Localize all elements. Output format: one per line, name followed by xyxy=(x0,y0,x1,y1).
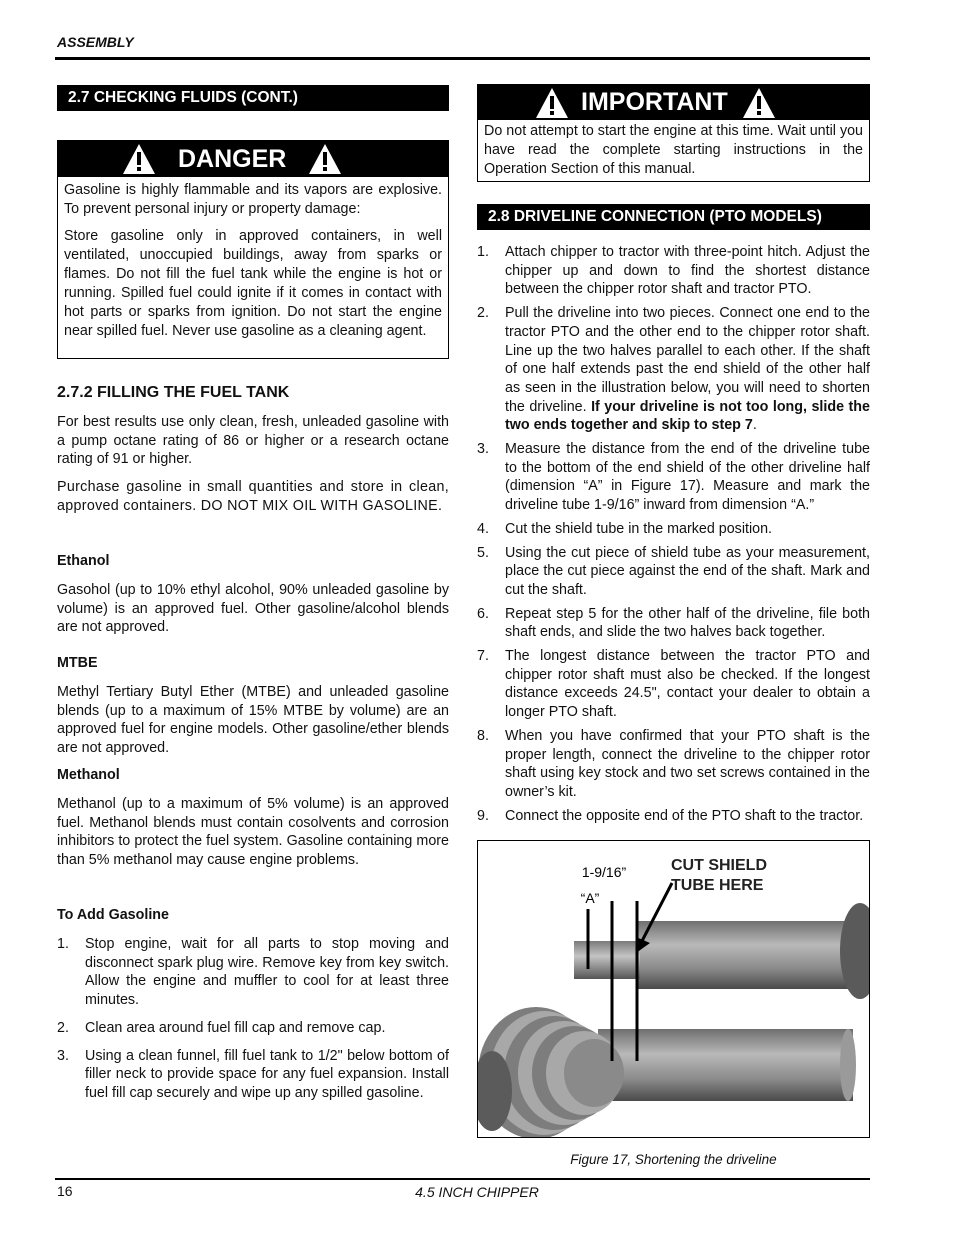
add-gasoline-steps xyxy=(57,935,449,1103)
list-item: 6. Repeat step 5 for the other half of the driveline, file both shaft ends, and slide the two halves back together. xyxy=(477,605,870,641)
important-header xyxy=(478,85,869,120)
upper-shaft xyxy=(574,941,640,979)
ethanol-heading: Ethanol xyxy=(57,553,110,569)
important-box xyxy=(477,84,870,182)
list-item: 9. Connect the opposite end of the PTO shaft to the tractor. xyxy=(477,807,864,824)
mtbe-paragraph: Methyl Tertiary Butyl Ether (MTBE) and unleaded gasoline blends (up to a maximum of 15% MTBE by volume) are an approved fuel for engine models. Other gasoline/ether blends are not approved. xyxy=(57,684,449,757)
filling-paragraph-2: Purchase gasoline in small quantities and store in clean, approved containers. DO NOT MIX OIL WITH GASOLINE. xyxy=(57,479,449,514)
add-gasoline-heading: To Add Gasoline xyxy=(57,907,169,923)
section-2-8-title: 2.8 DRIVELINE CONNECTION (PTO MODELS) xyxy=(477,204,870,230)
label-a: “A” xyxy=(580,890,600,906)
warning-triangle-icon xyxy=(742,87,776,119)
driveline-illustration xyxy=(478,841,870,1138)
page-number: 16 xyxy=(57,1183,73,1199)
mtbe-heading: MTBE xyxy=(57,655,98,671)
danger-title: DANGER xyxy=(178,144,287,173)
driveline-steps xyxy=(477,243,870,825)
danger-box xyxy=(57,140,449,359)
filling-paragraph-1: For best results use only clean, fresh, unleaded gasoline with a pump octane rating of 86 or higher or a research octane rating of 91 or higher. xyxy=(57,414,449,468)
methanol-heading: Methanol xyxy=(57,767,120,783)
figure-17-driveline-photo xyxy=(477,840,870,1138)
danger-header xyxy=(58,141,448,177)
list-item: 5. Using the cut piece of shield tube as your measurement, place the cut piece against the end of the shaft. Mark and cut the shaft. xyxy=(477,544,870,598)
list-item: 2. Pull the driveline into two pieces. Connect one end to the tractor PTO and the other end to the chipper rotor shaft. Line up the two halves parallel to each other. If the shaft of one half extends past the end shield of the other half as seen in the illustration below, you will need to shorten the driveline. If your driveline is not too long, slide the two ends together and skip to step 7. xyxy=(477,305,870,434)
list-item: 7. The longest distance between the tractor PTO and chipper rotor shaft must also be checked. If the longest distance exceeds 24.5", contact your dealer to obtain a longer PTO shaft. xyxy=(477,648,870,721)
figure-caption: Figure 17, Shortening the driveline xyxy=(570,1152,777,1167)
ethanol-paragraph: Gasohol (up to 10% ethyl alcohol, 90% unleaded gasoline by volume) is an approved fuel. Other gasoline/alcohol blends are not approved. xyxy=(57,582,449,636)
header-rule xyxy=(55,57,870,60)
running-header: ASSEMBLY xyxy=(57,34,134,50)
warning-triangle-icon xyxy=(122,143,156,175)
list-item: 2. Clean area around fuel fill cap and remove cap. xyxy=(57,1019,386,1036)
danger-text-1: Gasoline is highly flammable and its vapors are explosive. To prevent personal injury or property damage: xyxy=(64,182,442,217)
important-text: Do not attempt to start the engine at this time. Wait until you have read the complete starting instructions in the Operation Section of this manual. xyxy=(484,123,863,177)
list-item: 4. Cut the shield tube in the marked position. xyxy=(477,520,773,537)
danger-text-2: Store gasoline only in approved containers, in well ventilated, unoccupied buildings, away from sparks or flames. Do not fill the fuel tank while the engine is hot or running. Spilled fuel could ignite if it comes in contact with hot parts or sparks from ignition. Do not start the engine near spilled fuel. Never use gasoline as a cleaning agent. xyxy=(64,228,442,339)
list-item: 3. Measure the distance from the end of the driveline tube to the bottom of the end shield of the other driveline half (dimension “A” in Figure 17). Measure and mark the driveline tube 1-9/16” inward from dimension “A.” xyxy=(477,441,870,514)
warning-triangle-icon xyxy=(308,143,342,175)
section-2-7-title: 2.7 CHECKING FLUIDS (CONT.) xyxy=(57,85,449,111)
methanol-paragraph: Methanol (up to a maximum of 5% volume) is an approved fuel. Methanol blends must contain cosolvents and corrosion inhibitors to protect the fuel system. Gasoline containing more than 5% methanol may cause engine problems. xyxy=(57,796,449,869)
label-cut-shield-2: TUBE HERE xyxy=(671,877,764,894)
label-dimension: 1-9/16” xyxy=(581,864,627,880)
list-item: 8. When you have confirmed that your PTO shaft is the proper length, connect the driveline to the chipper rotor shaft using key stock and two set screws contained in the owner’s kit. xyxy=(477,727,870,800)
label-cut-shield-1: CUT SHIELD xyxy=(671,857,767,874)
footer-rule xyxy=(55,1178,870,1180)
bellows-boot xyxy=(478,1007,624,1138)
list-item: 3. Using a clean funnel, fill fuel tank to 1/2" below bottom of filler neck to provide space for any fuel expansion. Install fuel fill cap securely and wipe up any spilled gasoline. xyxy=(57,1047,449,1101)
upper-shield-tube xyxy=(638,921,870,989)
important-title: IMPORTANT xyxy=(581,88,728,116)
list-item: 1. Stop engine, wait for all parts to stop moving and disconnect spark plug wire. Remove key from key switch. Allow the engine and muffler to cool for at least three minutes. xyxy=(57,936,449,1009)
filling-fuel-heading: 2.7.2 FILLING THE FUEL TANK xyxy=(57,384,290,401)
list-item: 1. Attach chipper to tractor with three-point hitch. Adjust the chipper up and down to find the shortest distance between the chipper rotor shaft and tractor PTO. xyxy=(477,244,870,298)
warning-triangle-icon xyxy=(535,87,569,119)
footer-title: 4.5 INCH CHIPPER xyxy=(415,1184,539,1200)
